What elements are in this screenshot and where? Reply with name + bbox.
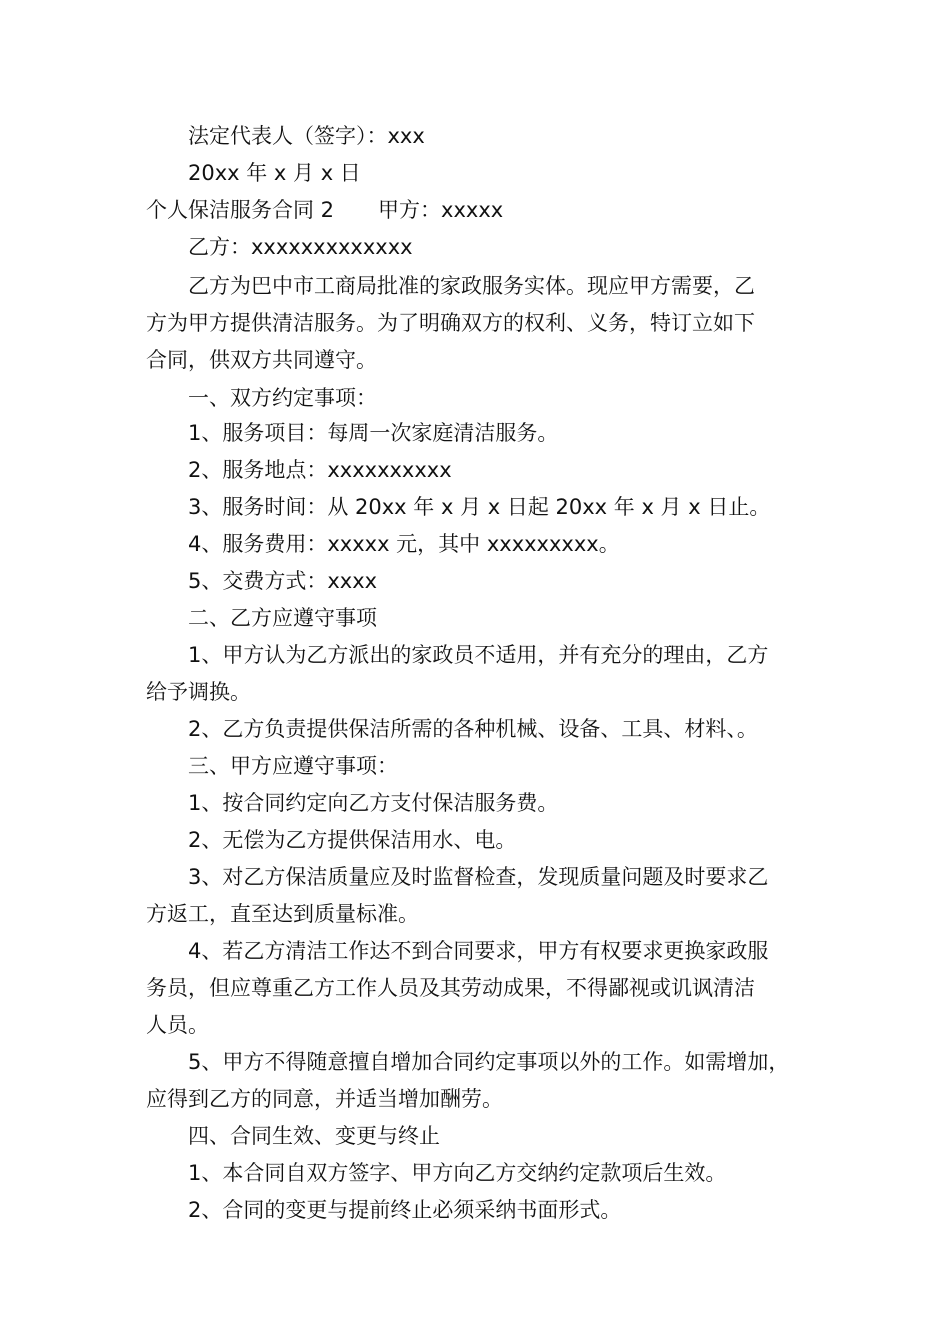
contract-heading-line xyxy=(146,192,503,229)
section-heading: 二、乙方应遵守事项 xyxy=(188,606,377,630)
list-item: 5、交费方式：xxxx xyxy=(188,569,378,593)
section-heading: 三、甲方应遵守事项： xyxy=(188,754,398,778)
paragraph-line: 务员，但应尊重乙方工作人员及其劳动成果，不得鄙视或讥讽清洁 xyxy=(146,976,755,1000)
paragraph-line: 方返工，直至达到质量标准。 xyxy=(146,902,419,926)
paragraph-line: 乙方为巴中市工商局批准的家政服务实体。现应甲方需要，乙 xyxy=(188,274,755,298)
section-heading: 一、双方约定事项： xyxy=(188,386,377,410)
signature-date: 20xx 年 x 月 x 日 xyxy=(188,161,361,185)
party-b: 乙方：xxxxxxxxxxxxx xyxy=(188,235,413,259)
contract-title: 个人保洁服务合同 2 xyxy=(146,198,335,222)
party-a: 甲方：xxxxx xyxy=(378,198,504,222)
list-item: 2、无偿为乙方提供保洁用水、电。 xyxy=(188,828,517,852)
list-item: 1、按合同约定向乙方支付保洁服务费。 xyxy=(188,791,559,815)
paragraph-line: 合同，供双方共同遵守。 xyxy=(146,348,377,372)
paragraph-line: 给予调换。 xyxy=(146,680,251,704)
list-item: 3、服务时间：从 20xx 年 x 月 x 日起 20xx 年 x 月 x 日止。 xyxy=(188,495,771,519)
list-item: 4、服务费用：xxxxx 元，其中 xxxxxxxxx。 xyxy=(188,532,620,556)
legal-representative-signature: 法定代表人（签字）：xxx xyxy=(188,124,425,148)
paragraph-line: 人员。 xyxy=(146,1013,209,1037)
list-item: 2、合同的变更与提前终止必须采纳书面形式。 xyxy=(188,1198,622,1222)
paragraph-line: 4、若乙方清洁工作达不到合同要求，甲方有权要求更换家政服 xyxy=(188,939,769,963)
list-item: 2、乙方负责提供保洁所需的各种机械、设备、工具、材料、。 xyxy=(188,717,758,741)
paragraph-line: 5、甲方不得随意擅自增加合同约定事项以外的工作。如需增加， xyxy=(188,1050,790,1074)
paragraph-line: 1、甲方认为乙方派出的家政员不适用，并有充分的理由，乙方 xyxy=(188,643,769,667)
paragraph-line: 应得到乙方的同意，并适当增加酬劳。 xyxy=(146,1087,503,1111)
list-item: 1、服务项目：每周一次家庭清洁服务。 xyxy=(188,421,559,445)
paragraph-line: 3、对乙方保洁质量应及时监督检查，发现质量问题及时要求乙 xyxy=(188,865,769,889)
paragraph-line: 方为甲方提供清洁服务。为了明确双方的权利、义务，特订立如下 xyxy=(146,311,755,335)
list-item: 1、本合同自双方签字、甲方向乙方交纳约定款项后生效。 xyxy=(188,1161,727,1185)
section-heading: 四、合同生效、变更与终止 xyxy=(188,1124,440,1148)
list-item: 2、服务地点：xxxxxxxxxx xyxy=(188,458,452,482)
